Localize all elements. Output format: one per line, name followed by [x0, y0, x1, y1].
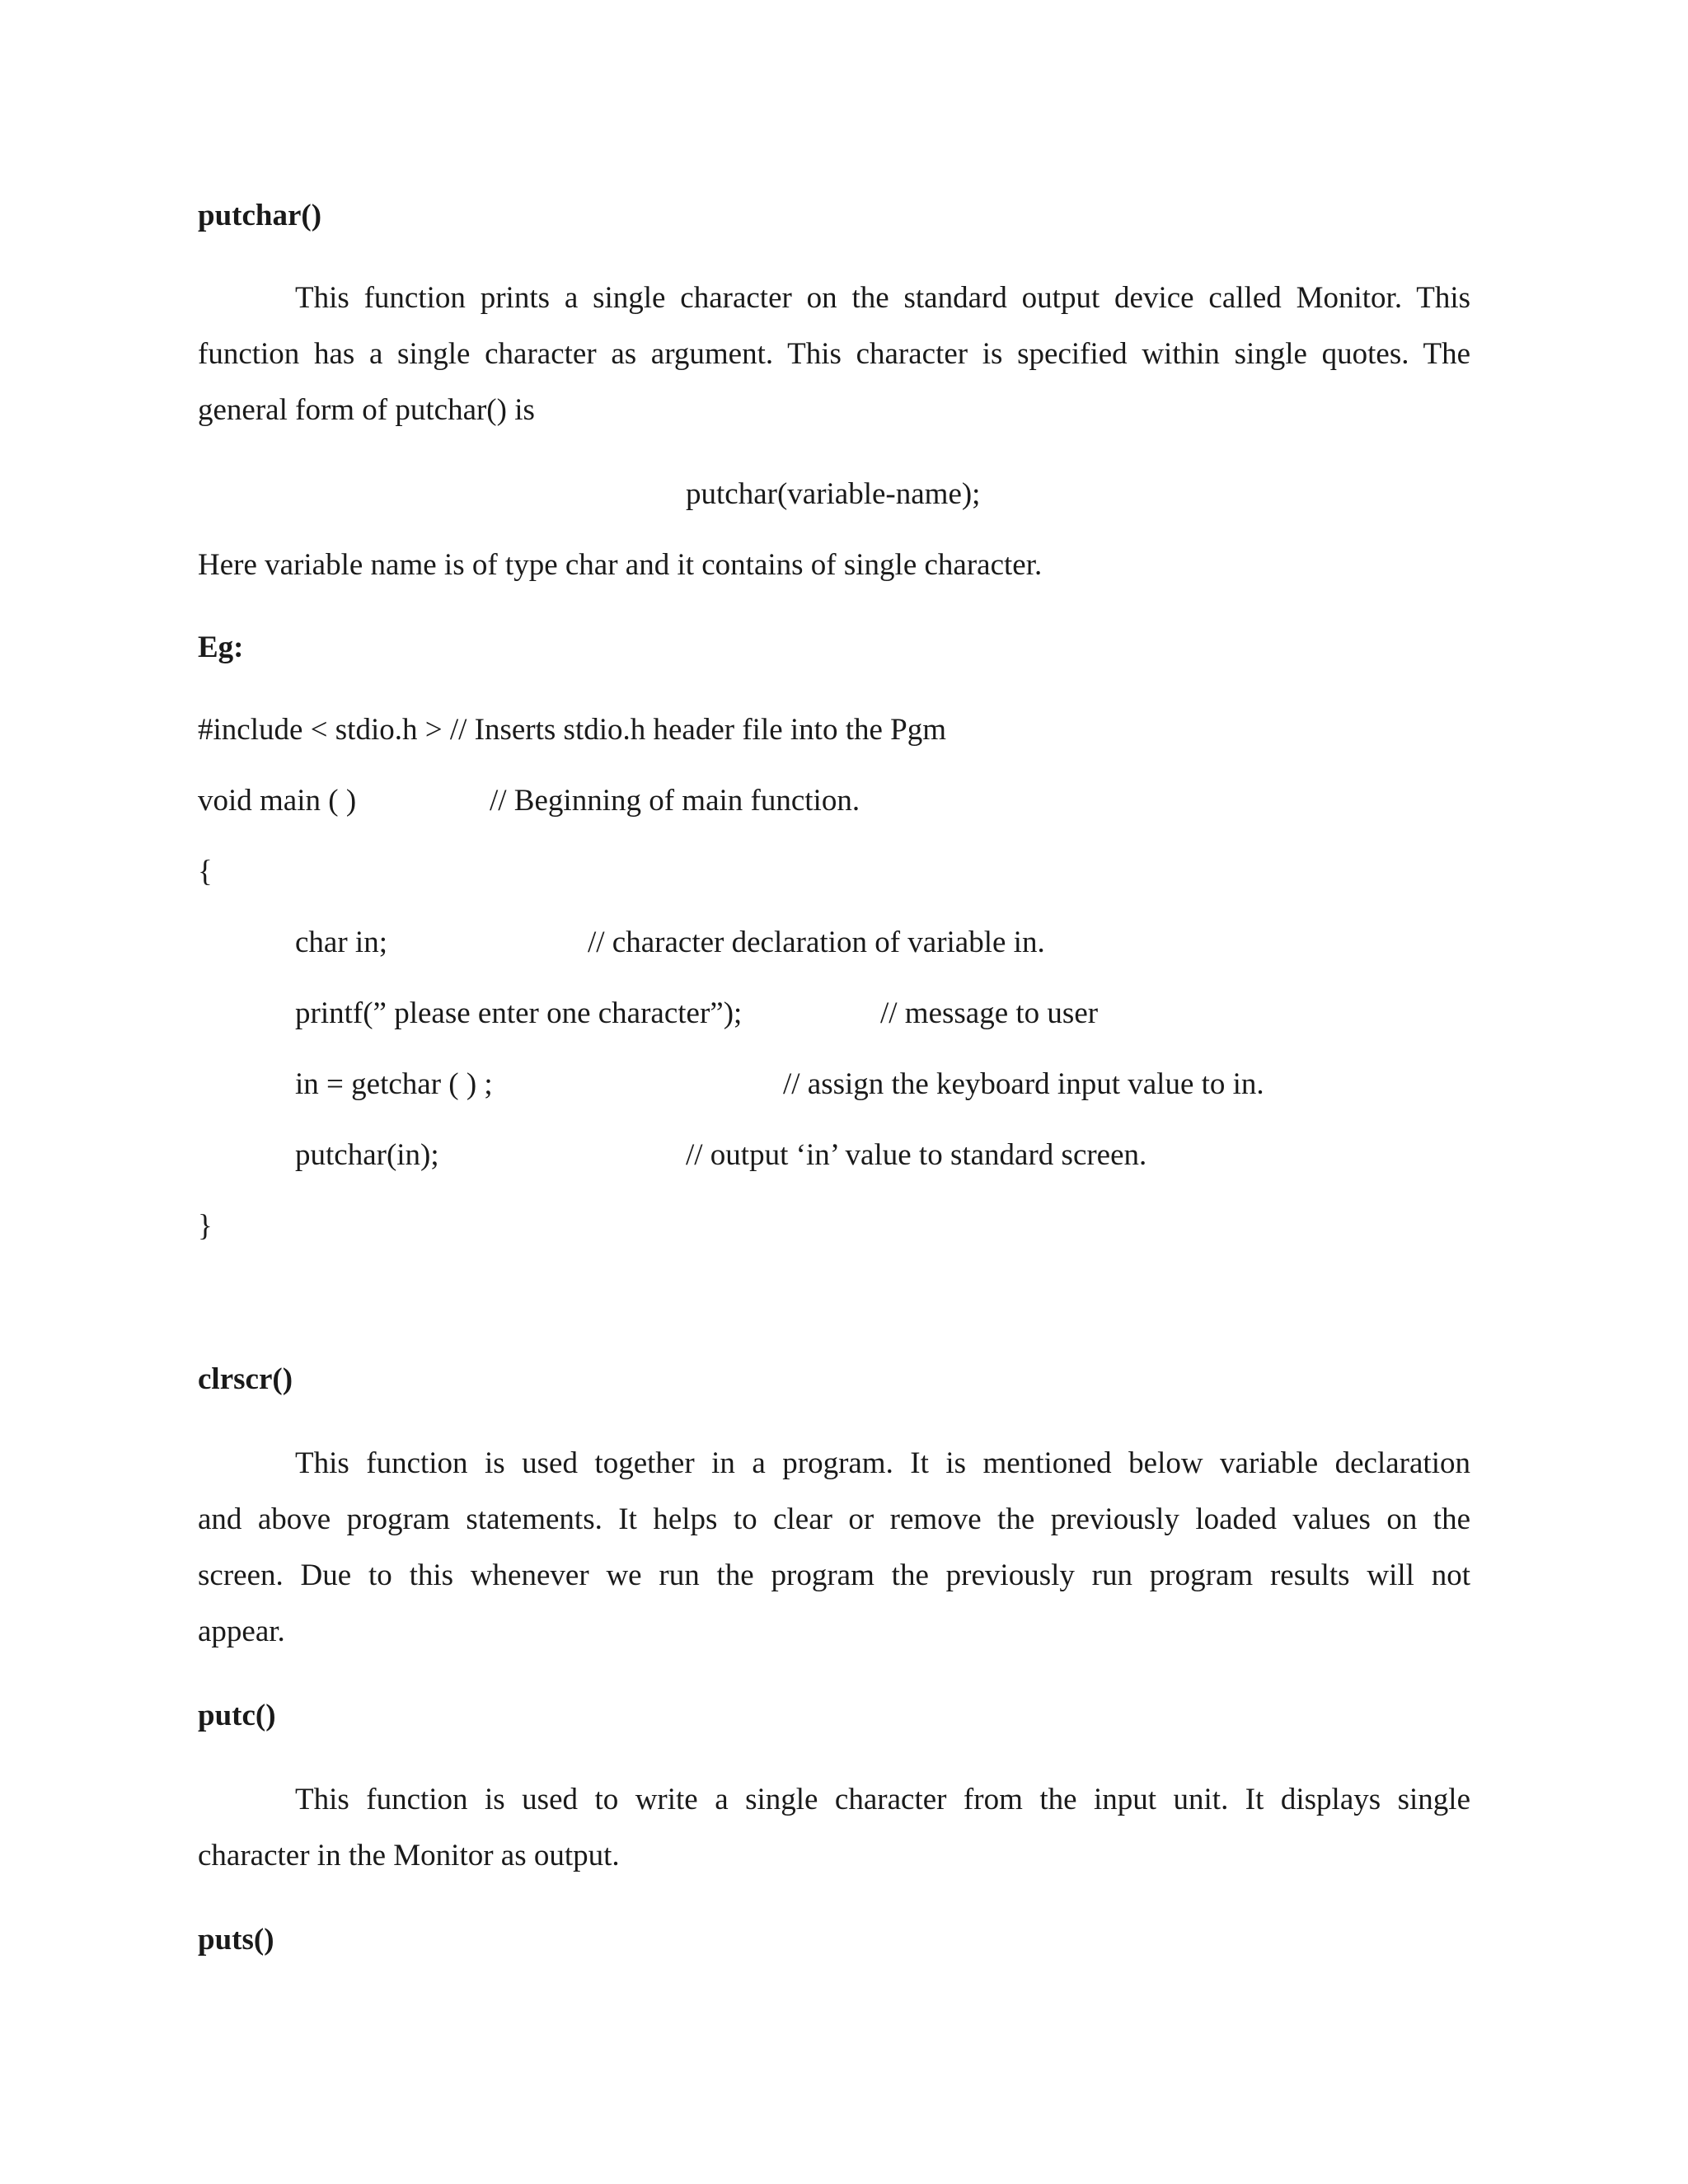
code-include-line: #include < stdio.h > // Inserts stdio.h header file into the Pgm — [198, 713, 947, 747]
code-stmt-printf: printf(” please enter one character”); — [295, 996, 743, 1030]
clrscr-para-line-1: This function is used together in a program. It is mentioned below variable declaration — [295, 1446, 1470, 1480]
clrscr-para-line-2: and above program statements. It helps to clear or remove the previously loaded values on the — [198, 1502, 1470, 1536]
putchar-para-line-2: function has a single character as argument. This character is specified within single quotes. The — [198, 337, 1470, 371]
code-comment-putchar: // output ‘in’ value to standard screen. — [686, 1138, 1147, 1172]
code-stmt-putchar: putchar(in); — [295, 1138, 439, 1172]
code-main-signature: void main ( ) — [198, 784, 357, 818]
putchar-syntax: putchar(variable-name); — [686, 477, 981, 511]
code-comment-printf: // message to user — [880, 996, 1099, 1030]
code-comment-declare: // character declaration of variable in. — [588, 926, 1045, 959]
putc-para-line-2: character in the Monitor as output. — [198, 1839, 620, 1872]
code-stmt-getchar: in = getchar ( ) ; — [295, 1067, 493, 1101]
heading-puts: puts() — [198, 1923, 274, 1957]
clrscr-para-line-4: appear. — [198, 1615, 285, 1648]
putchar-para-line-3: general form of putchar() is — [198, 393, 535, 427]
clrscr-para-line-3: screen. Due to this whenever we run the program the previously run program results will not — [198, 1558, 1470, 1592]
code-open-brace: { — [198, 855, 213, 888]
code-close-brace: } — [198, 1209, 213, 1243]
putchar-para-line-1: This function prints a single character on the standard output device called Monitor. This — [295, 281, 1470, 315]
heading-putchar: putchar() — [198, 199, 322, 232]
code-main-comment: // Beginning of main function. — [490, 784, 860, 818]
example-label: Eg: — [198, 630, 244, 664]
heading-putc: putc() — [198, 1699, 276, 1732]
code-stmt-declare: char in; — [295, 926, 387, 959]
putchar-note: Here variable name is of type char and it contains of single character. — [198, 548, 1043, 582]
code-comment-getchar: // assign the keyboard input value to in. — [783, 1067, 1264, 1101]
putc-para-line-1: This function is used to write a single character from the input unit. It displays single — [295, 1783, 1470, 1816]
heading-clrscr: clrscr() — [198, 1362, 293, 1396]
